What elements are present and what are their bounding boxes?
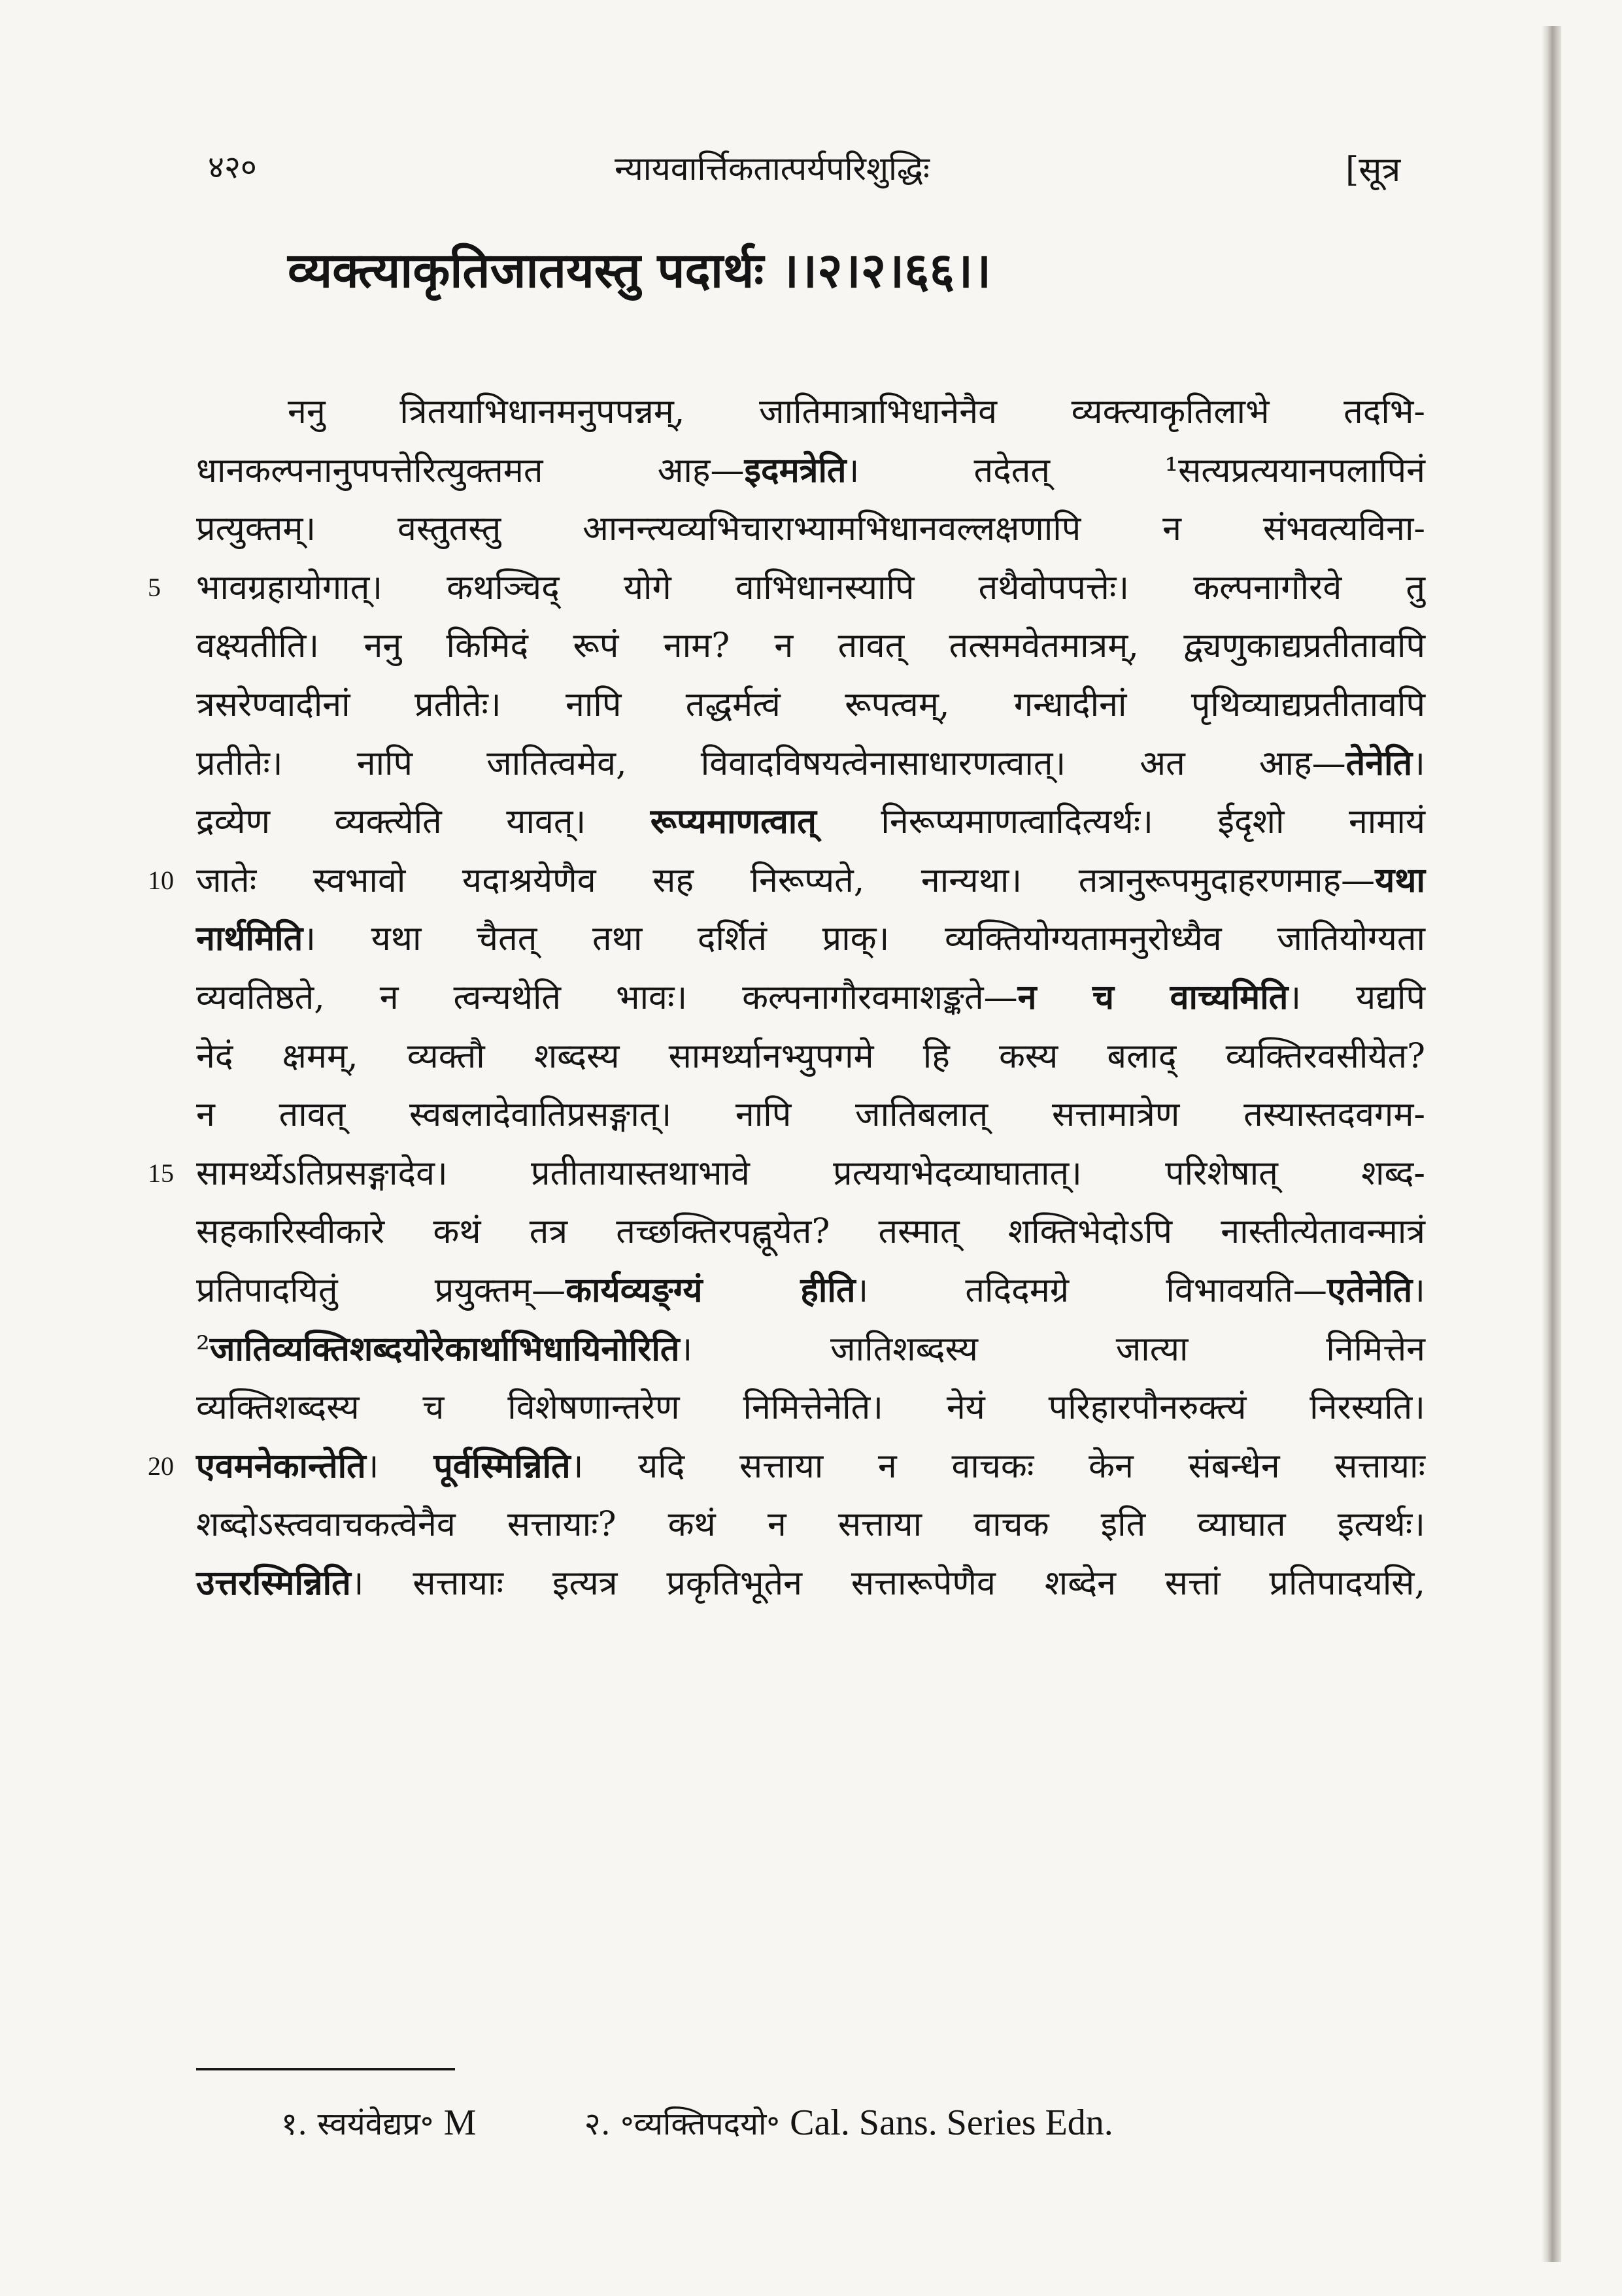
section-label: [सूत्र	[1345, 150, 1401, 190]
text-span: व्यक्तिशब्दस्य च विशेषणान्तरेण निमित्तेनेति। नेयं परिहारपौनरुक्त्यं निरस्यति।	[196, 1388, 1425, 1428]
text-line	[196, 1557, 1425, 1610]
bold-lemma: एवमनेकान्तेति	[196, 1445, 366, 1486]
text-span: जातेः स्वभावो यदाश्रयेणैव सह निरूप्यते, नान्यथा। तत्रानुरूपमुदाहरणमाह—	[196, 860, 1376, 900]
text-span: धानकल्पनानुपपत्तेरित्युक्तमत आह—	[196, 450, 745, 490]
text-line	[288, 386, 1425, 438]
text-span: ।	[365, 1446, 434, 1486]
footnote-2	[584, 2102, 1113, 2143]
bold-lemma: यथा	[1375, 860, 1425, 900]
text-line	[196, 854, 1425, 907]
text-line	[196, 620, 1425, 672]
line-number: 10	[148, 865, 174, 895]
text-line	[196, 1381, 1425, 1434]
text-span: । तदेतत् ¹सत्यप्रत्ययानपलापिनं	[846, 450, 1425, 490]
footnote-1-source: M	[443, 2102, 477, 2143]
bold-lemma: एतेनेति	[1326, 1270, 1413, 1310]
text-span: सहकारिस्वीकारे कथं तत्र तच्छक्तिरपह्नूयेत? तस्मात् शक्तिभेदोऽपि नास्तीत्येतावन्मात्रं	[196, 1212, 1425, 1252]
bold-lemma: इदमत्रेति	[744, 450, 847, 490]
text-line	[196, 737, 1425, 790]
text-span: भावग्रहायोगात्। कथञ्चिद् योगे वाभिधानस्यापि तथैवोपपत्तेः। कल्पनागौरवे तु	[196, 567, 1425, 607]
text-span: नेदं क्षमम्, व्यक्तौ शब्दस्य सामर्थ्यानभ्युपगमे हि कस्य बलाद् व्यक्तिरवसीयेत?	[196, 1036, 1425, 1076]
bold-lemma: जातिव्यक्तिशब्दयोरेकार्थाभिधायिनोरिति	[209, 1328, 680, 1369]
bold-lemma: पूर्वस्मिन्निति	[433, 1445, 571, 1486]
text-span: प्रत्युक्तम्। वस्तुतस्तु आनन्त्यव्यभिचाराभ्यामभिधानवल्लक्षणापि न संभवत्यविना-	[196, 509, 1425, 549]
text-line	[196, 796, 1425, 848]
footnote-1-text: १. स्वयंवेद्यप्र॰	[281, 2106, 434, 2142]
text-span: प्रतीतेः। नापि जातित्वमेव, विवादविषयत्वेनासाधारणत्वात्। अत आह—	[196, 743, 1346, 783]
text-line	[196, 1440, 1425, 1493]
text-span: शब्दोऽस्त्ववाचकत्वेनैव सत्तायाः? कथं न सत्ताया वाचक इति व्याघात इत्यर्थः।	[196, 1505, 1425, 1545]
footnotes	[281, 2102, 1113, 2144]
running-title: न्यायवार्त्तिकतात्पर्यपरिशुद्धिः	[615, 150, 930, 188]
text-line	[196, 1147, 1425, 1200]
line-number: 15	[148, 1158, 174, 1188]
text-span: ²	[196, 1329, 210, 1369]
bold-lemma: न च वाच्यमिति	[1017, 977, 1289, 1017]
line-number: 20	[148, 1451, 174, 1481]
text-line	[196, 1206, 1425, 1258]
footnote-2-source: Cal. Sans. Series Edn.	[790, 2102, 1113, 2143]
page-edge-shadow	[1542, 26, 1561, 2262]
text-line	[196, 971, 1425, 1024]
text-line	[196, 913, 1425, 965]
line-number: 5	[148, 572, 161, 602]
text-span: । सत्तायाः इत्यत्र प्रकृतिभूतेन सत्तारूपेणैव शब्देन सत्तां प्रतिपादयसि,	[350, 1564, 1425, 1603]
text-span: । तदिदमग्रे विभावयति—	[855, 1271, 1327, 1310]
text-span: ननु त्रितयाभिधानमनुपपन्नम्, जातिमात्राभिधानेनैव व्यक्त्याकृतिलाभे तदभि-	[288, 392, 1425, 431]
text-span: । यदि सत्ताया न वाचकः केन संबन्धेन सत्तायाः	[570, 1446, 1425, 1486]
bold-lemma: रूप्यमाणत्वात्	[650, 802, 817, 842]
text-span: न तावत् स्वबलादेवातिप्रसङ्गात्। नापि जातिबलात् सत्तामात्रेण तस्यास्तदवगम-	[196, 1095, 1425, 1135]
text-span: त्रसरेण्वादीनां प्रतीतेः। नापि तद्धर्मत्वं रूपत्वम्, गन्धादीनां पृथिव्याद्यप्रतीतावपि	[196, 685, 1425, 724]
bold-lemma: उत्तरस्मिन्निति	[196, 1563, 351, 1603]
text-span: द्रव्येण व्यक्त्येति यावत्।	[196, 802, 650, 842]
page-number: ४२०	[208, 149, 257, 186]
text-line	[196, 562, 1425, 614]
text-line	[196, 1089, 1425, 1141]
sutra-heading: व्यक्त्याकृतिजातयस्तु पदार्थः ।।२।२।६६।।	[288, 243, 992, 299]
text-line	[196, 1498, 1425, 1551]
text-span: ।	[1412, 743, 1425, 783]
text-span: वक्ष्यतीति। ननु किमिदं रूपं नाम? न तावत् तत्समवेतमात्रम्, द्व्यणुकाद्यप्रतीतावपि	[196, 626, 1425, 666]
text-line	[196, 1030, 1425, 1083]
footnote-2-text: २. ॰व्यक्तिपदयो॰	[584, 2106, 780, 2142]
text-line	[196, 1323, 1425, 1376]
text-span: ।	[1412, 1271, 1425, 1310]
text-span: । जातिशब्दस्य जात्या निमित्तेन	[679, 1329, 1425, 1369]
bold-lemma: नार्थमिति	[196, 919, 303, 959]
text-line	[196, 679, 1425, 731]
text-span: सामर्थ्येऽतिप्रसङ्गादेव। प्रतीतायास्तथाभावे प्रत्ययाभेदव्याघातात्। परिशेषात् शब्द-	[196, 1153, 1425, 1193]
text-span: । यथा चैतत् तथा दर्शितं प्राक्। व्यक्तियोग्यतामनुरोध्यैव जातियोग्यता	[303, 919, 1425, 959]
text-line	[196, 503, 1425, 555]
text-span: निरूप्यमाणत्वादित्यर्थः। ईदृशो नामायं	[816, 802, 1425, 842]
text-line	[196, 1264, 1425, 1317]
bold-lemma: तेनेति	[1345, 743, 1413, 783]
bold-lemma: कार्यव्यङ्ग्यं हीति	[566, 1270, 856, 1310]
page-header	[0, 145, 1622, 197]
text-span: प्रतिपादयितुं प्रयुक्तम्—	[196, 1271, 566, 1310]
text-span: । यद्यपि	[1288, 978, 1425, 1017]
text-span: व्यवतिष्ठते, न त्वन्यथेति भावः। कल्पनागौरवमाशङ्कते—	[196, 978, 1018, 1017]
text-line	[196, 445, 1425, 497]
footnote-1	[281, 2102, 486, 2143]
footnote-rule	[196, 2068, 455, 2070]
